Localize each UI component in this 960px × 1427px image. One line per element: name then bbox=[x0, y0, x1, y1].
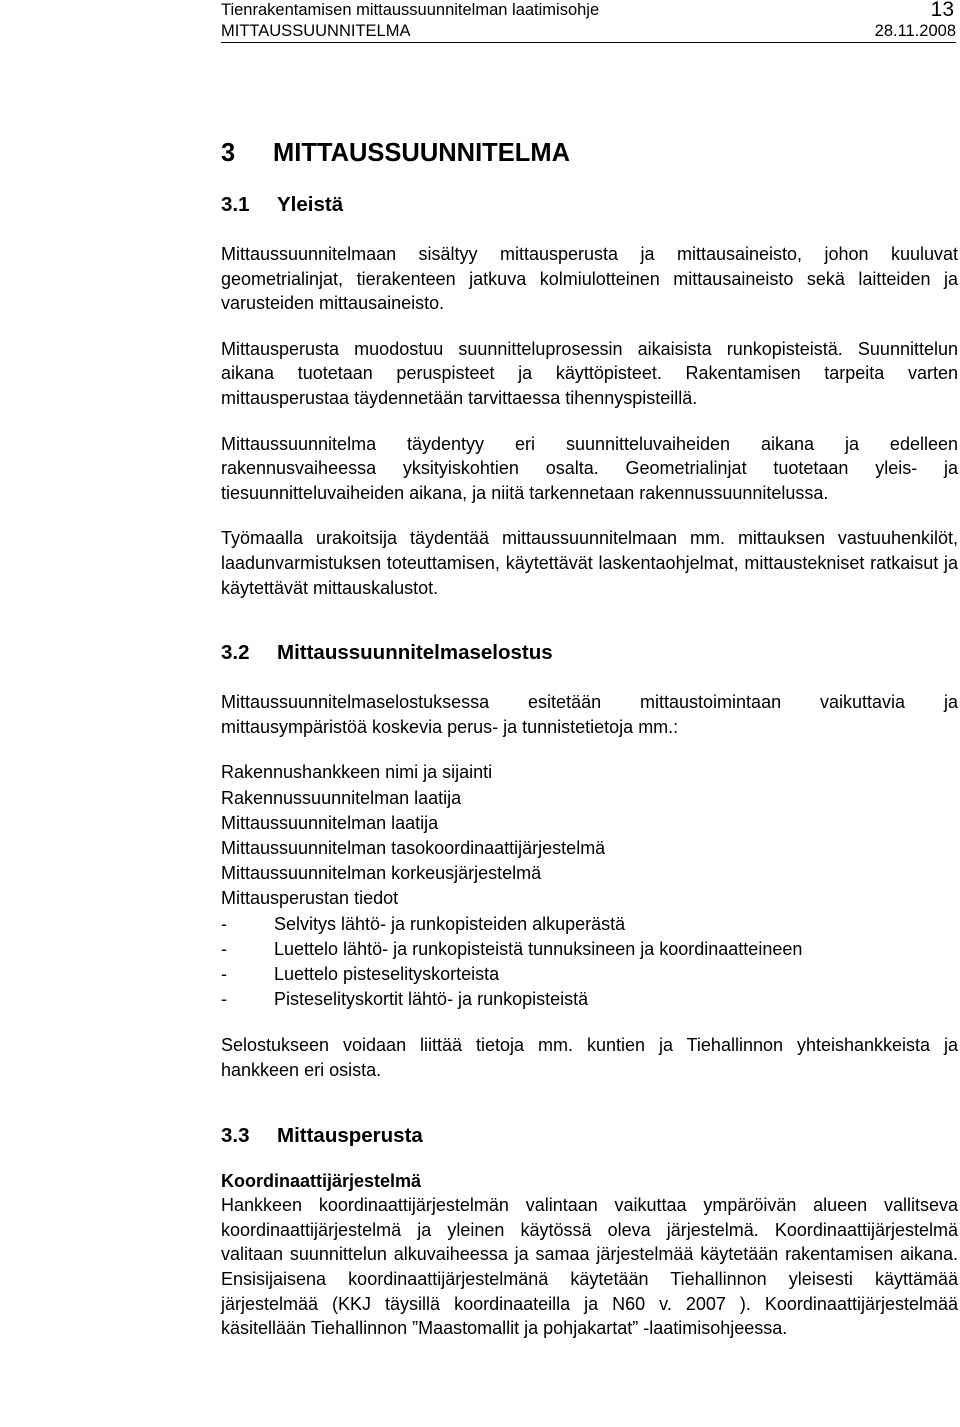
section-title: Mittaussuunnitelmaselostus bbox=[277, 641, 553, 665]
list-item: Mittausperustan tiedot bbox=[221, 888, 399, 909]
page-body bbox=[221, 138, 958, 1362]
document-date: 28.11.2008 bbox=[874, 22, 956, 40]
paragraph: Mittaussuunnitelma täydentyy eri suunnitteluvaiheiden aikana ja edelleen rakennusvaiheessa yksityiskohtien osalta. Geometrialinjat tuotetaan yleis- ja tiesuunnitteluvaiheiden aikana, ja niitä tarkennetaan rakennussuunnitelussa. bbox=[221, 433, 958, 503]
section-number: 3.2 bbox=[221, 641, 250, 665]
section-3-2-heading bbox=[221, 640, 958, 666]
paragraph: Mittaussuunnitelmaan sisältyy mittausperusta ja mittausaineisto, johon kuuluvat geometrialinjat, tierakenteen jatkuva kolmiulotteinen mittausaineisto sekä laitteiden ja varusteiden mittausaineisto. bbox=[221, 244, 958, 314]
paragraph: Selostukseen voidaan liittää tietoja mm. kuntien ja Tiehallinnon yhteishankkeista ja hankkeen eri osista. bbox=[221, 1035, 958, 1080]
list-item: Rakennushankkeen nimi ja sijainti bbox=[221, 762, 493, 783]
dash-bullet: - bbox=[221, 913, 227, 934]
list-item: Mittaussuunnitelman laatija bbox=[221, 812, 439, 833]
info-list bbox=[221, 760, 958, 1012]
sub-list-item-text: Luettelo pisteselityskorteista bbox=[274, 963, 500, 984]
section-title: Mittausperusta bbox=[277, 1123, 423, 1147]
section-number: 3.1 bbox=[221, 193, 250, 216]
sub-list-item bbox=[221, 937, 958, 962]
section-title: Yleistä bbox=[277, 193, 344, 216]
list-item: Mittaussuunnitelman korkeusjärjestelmä bbox=[221, 863, 542, 884]
sub-list-item bbox=[221, 962, 958, 987]
page-number: 13 bbox=[930, 0, 954, 21]
section-3-heading bbox=[221, 138, 958, 168]
document-section-label: MITTAUSSUUNNITELMA bbox=[221, 22, 411, 40]
dash-bullet: - bbox=[221, 989, 227, 1010]
sub-list-item bbox=[221, 987, 958, 1012]
document-title: Tienrakentamisen mittaussuunnitelman laatimisohje bbox=[221, 1, 600, 19]
dash-bullet: - bbox=[221, 938, 227, 959]
sub-list-item-text: Luettelo lähtö- ja runkopisteistä tunnuksineen ja koordinaatteineen bbox=[274, 938, 803, 959]
section-number: 3.3 bbox=[221, 1123, 250, 1147]
section-number: 3 bbox=[221, 139, 236, 167]
section-3-3-heading bbox=[221, 1123, 958, 1149]
subheading: Koordinaattijärjestelmä bbox=[221, 1170, 422, 1191]
page-header bbox=[221, 0, 956, 43]
dash-bullet: - bbox=[221, 963, 227, 984]
sub-list-item bbox=[221, 912, 958, 937]
paragraph: Mittaussuunnitelmaselostuksessa esitetään mittaustoimintaan vaikuttavia ja mittausympäristöä koskevia perus- ja tunnistetietoja mm.: bbox=[221, 692, 958, 737]
paragraph: Mittausperusta muodostuu suunnitteluprosessin aikaisista runkopisteistä. Suunnittelun aikana tuotetaan peruspisteet ja käyttöpisteet. Rakentamisen tarpeita varten mittausperustaa täydennetään tarvittaessa tihennyspisteillä. bbox=[221, 338, 958, 408]
paragraph: Työmaalla urakoitsija täydentää mittaussuunnitelmaan mm. mittauksen vastuuhenkilöt, laadunvarmistuksen toteuttamisen, käytettävät laskentaohjelmat, mittaustekniset ratkaisut ja käytettävät mittauskalustot. bbox=[221, 528, 958, 598]
section-title: MITTAUSSUUNNITELMA bbox=[273, 139, 570, 167]
list-item: Rakennussuunnitelman laatija bbox=[221, 787, 462, 808]
list-item: Mittaussuunnitelman tasokoordinaattijärjestelmä bbox=[221, 837, 606, 858]
sub-list-item-text: Pisteselityskortit lähtö- ja runkopisteistä bbox=[274, 989, 589, 1010]
sub-list-item-text: Selvitys lähtö- ja runkopisteiden alkuperästä bbox=[274, 913, 626, 934]
section-3-1-heading bbox=[221, 192, 958, 218]
paragraph: Hankkeen koordinaattijärjestelmän valintaan vaikuttaa ympäröivän alueen vallitseva koordinaattijärjestelmä ja yleinen käytössä oleva järjestelmä. Koordinaattijärjestelmä valitaan suunnittelun alkuvaiheessa ja samaa järjestelmää käytetään rakentamisen aikana. Ensisijaisena koordinaattijärjestelmänä käytetään Tiehallinnon yleisesti käyttämää järjestelmää (KKJ täysillä koordinaateilla ja N60 v. 2007 ). Koordinaattijärjestelmää käsitellään Tiehallinnon ”Maastomallit ja pohjakartat” -laatimisohjeessa. bbox=[221, 1195, 958, 1339]
